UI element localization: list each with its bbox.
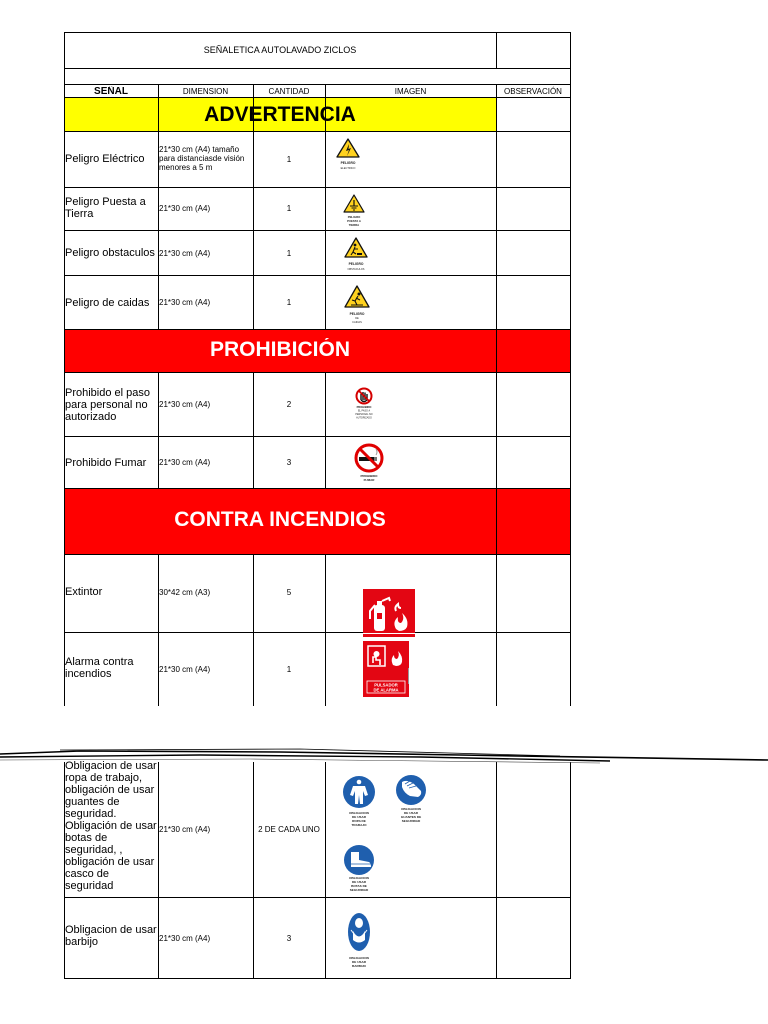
work-clothes-sign-icon xyxy=(336,773,382,835)
row-peligro-caidas-senal: Peligro de caidas xyxy=(65,297,150,309)
row-prohibido-paso-dimension: 21*30 cm (A4) xyxy=(159,400,211,409)
svg-text:OBLIGACION: OBLIGACION xyxy=(349,876,369,880)
section-contra-incendios: CONTRA INCENDIOS xyxy=(174,508,386,531)
svg-text:ROPA DE: ROPA DE xyxy=(352,819,366,823)
svg-text:AUTORIZADO: AUTORIZADO xyxy=(356,416,372,420)
header-observacion: OBSERVACIÓN xyxy=(504,87,562,96)
no-entry-hand-sign-icon xyxy=(352,386,382,424)
svg-text:PELIGRO: PELIGRO xyxy=(349,312,365,316)
svg-text:OBLIGACION: OBLIGACION xyxy=(349,956,369,960)
header-senal: SEÑAL xyxy=(94,86,128,97)
mask-sign-icon xyxy=(344,912,374,974)
row-prohibido-fumar-cantidad: 3 xyxy=(286,458,292,467)
row-obligacion-epp-cantidad: 2 DE CADA UNO xyxy=(258,825,320,834)
row-peligro-electrico-dimension: 21*30 cm (A4) tamaño para distanciasde visión menores a 5 m xyxy=(159,145,245,172)
row-peligro-tierra-cantidad: 1 xyxy=(286,204,292,213)
svg-text:FUMAR: FUMAR xyxy=(363,478,375,482)
svg-text:BOTAS DE: BOTAS DE xyxy=(351,884,367,888)
alarma-image-edge xyxy=(408,668,409,684)
svg-text:DE USAR: DE USAR xyxy=(352,960,366,964)
row-peligro-obstaculos-senal: Peligro obstaculos xyxy=(65,247,155,259)
svg-text:PROHIBIDO: PROHIBIDO xyxy=(360,474,378,478)
row-prohibido-fumar-dimension: 21*30 cm (A4) xyxy=(159,458,211,467)
document-title: SEÑALETICA AUTOLAVADO ZICLOS xyxy=(203,45,357,55)
row-extintor-senal: Extintor xyxy=(65,586,103,598)
svg-text:DE USAR: DE USAR xyxy=(352,815,366,819)
row-peligro-obstaculos-dimension: 21*30 cm (A4) xyxy=(159,249,211,258)
row-prohibido-paso-senal: Prohibido el paso para personal no autorizado xyxy=(65,387,151,423)
svg-text:DE ALARMA: DE ALARMA xyxy=(373,687,399,693)
header-dimension: DIMENSION xyxy=(182,87,229,96)
svg-text:OBLIGACION: OBLIGACION xyxy=(349,811,369,815)
row-peligro-obstaculos-cantidad: 1 xyxy=(286,249,292,258)
row-peligro-electrico-cantidad: 1 xyxy=(286,155,292,164)
svg-text:PELIGRO: PELIGRO xyxy=(340,161,356,165)
row-prohibido-fumar-senal: Prohibido Fumar xyxy=(65,457,147,469)
svg-text:PELIGRO: PELIGRO xyxy=(348,262,364,266)
section-advertencia: ADVERTENCIA xyxy=(204,103,356,126)
obstacle-hazard-sign-icon xyxy=(344,237,384,275)
svg-text:TRABAJO: TRABAJO xyxy=(351,823,367,827)
header-cantidad: CANTIDAD xyxy=(268,87,310,96)
row-peligro-tierra-senal: Peligro Puesta a Tierra xyxy=(65,196,146,220)
row-barbijo-senal: Obligacion de usar barbijo xyxy=(65,924,157,948)
svg-text:TIERRA: TIERRA xyxy=(348,223,360,227)
row-prohibido-paso-cantidad: 2 xyxy=(286,400,292,409)
row-barbijo-dimension: 21*30 cm (A4) xyxy=(159,934,211,943)
row-alarma-dimension: 21*30 cm (A4) xyxy=(159,665,211,674)
svg-text:PROHIBIDO: PROHIBIDO xyxy=(356,406,372,409)
fire-extinguisher-sign-icon xyxy=(363,589,415,637)
svg-text:PULSADOR: PULSADOR xyxy=(374,682,398,688)
row-extintor-dimension: 30*42 cm (A3) xyxy=(159,588,211,597)
boots-sign-icon xyxy=(336,844,382,892)
header-imagen: IMAGEN xyxy=(394,87,427,96)
svg-text:OBLIGACION: OBLIGACION xyxy=(401,807,421,811)
row-alarma-senal: Alarma contra incendios xyxy=(65,656,134,680)
svg-text:PERSONAL NO: PERSONAL NO xyxy=(355,413,373,416)
row-extintor-cantidad: 5 xyxy=(286,588,292,597)
row-peligro-electrico-senal: Peligro Eléctrico xyxy=(65,153,145,165)
ground-hazard-sign-icon xyxy=(342,194,382,230)
row-peligro-caidas-dimension: 21*30 cm (A4) xyxy=(159,298,211,307)
row-peligro-caidas-cantidad: 1 xyxy=(286,298,292,307)
gloves-sign-icon xyxy=(388,773,434,825)
fall-hazard-sign-icon xyxy=(345,285,385,327)
svg-text:ELECTRICO: ELECTRICO xyxy=(340,167,356,170)
row-barbijo-cantidad: 3 xyxy=(286,934,292,943)
svg-text:DE USAR: DE USAR xyxy=(404,811,418,815)
electric-hazard-sign-icon xyxy=(336,138,376,176)
svg-text:DE: DE xyxy=(355,317,359,320)
svg-text:GUANTES DE: GUANTES DE xyxy=(400,815,422,819)
svg-text:PELIGRO: PELIGRO xyxy=(347,215,361,219)
no-smoking-sign-icon xyxy=(352,442,392,486)
row-obligacion-epp-dimension: 21*30 cm (A4) xyxy=(159,825,211,834)
svg-text:PUESTA A: PUESTA A xyxy=(347,219,361,223)
svg-text:DE USAR: DE USAR xyxy=(352,880,366,884)
svg-text:SEGURIDAD: SEGURIDAD xyxy=(349,888,369,892)
svg-text:EL PASO A: EL PASO A xyxy=(357,409,371,413)
row-peligro-tierra-dimension: 21*30 cm (A4) xyxy=(159,204,211,213)
svg-text:OBSTACULOS: OBSTACULOS xyxy=(347,268,365,271)
svg-text:SEGURIDAD: SEGURIDAD xyxy=(401,819,421,823)
extintor-image-edge xyxy=(356,633,417,634)
fire-alarm-sign-icon xyxy=(363,641,409,697)
row-obligacion-epp-senal: Obligacion de usar ropa de trabajo, obligación de usar guantes de seguridad. Obligación de usar botas de seguridad, , obligación de usar casco de seguridad xyxy=(65,760,157,892)
row-alarma-cantidad: 1 xyxy=(286,665,292,674)
section-prohibicion: PROHIBICIÓN xyxy=(209,338,350,361)
svg-text:CAIDAS: CAIDAS xyxy=(352,321,362,324)
svg-text:BARBIJO: BARBIJO xyxy=(352,964,366,968)
